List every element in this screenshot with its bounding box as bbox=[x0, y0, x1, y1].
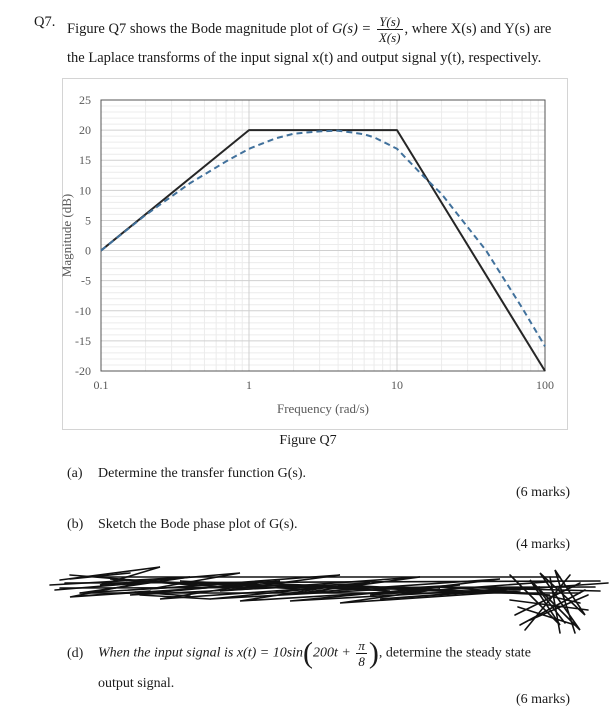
part-b-label: (b) bbox=[67, 517, 84, 532]
figure-frame bbox=[59, 78, 568, 430]
phase-denominator: 8 bbox=[358, 654, 365, 669]
y-tick-label: 5 bbox=[85, 213, 91, 228]
fraction-denominator: X(s) bbox=[378, 30, 401, 45]
x-axis-title: Frequency (rad/s) bbox=[276, 401, 370, 416]
phase-fraction bbox=[356, 638, 367, 669]
part-d-text-after: , determine the steady state bbox=[378, 645, 531, 661]
plot-area-border bbox=[101, 100, 545, 371]
part-d-line2: output signal. bbox=[98, 676, 175, 691]
x-tick-label: 1 bbox=[246, 378, 252, 392]
question-number: Q7. bbox=[34, 14, 56, 30]
x-tick-label: 10 bbox=[391, 378, 403, 392]
part-d-label: (d) bbox=[67, 646, 84, 661]
y-tick-label: -20 bbox=[75, 364, 91, 378]
y-tick-label: -10 bbox=[75, 303, 91, 318]
question-intro-line2: the Laplace transforms of the input signal x(t) and output signal y(t), respectively. bbox=[67, 50, 542, 66]
part-d-marks: (6 marks) bbox=[515, 692, 570, 707]
question-intro bbox=[67, 14, 551, 45]
y-tick-label: 10 bbox=[79, 183, 91, 198]
y-tick-label: -15 bbox=[75, 333, 91, 348]
y-tick-label: -5 bbox=[81, 273, 91, 288]
part-b-text: Sketch the Bode phase plot of G(s). bbox=[98, 517, 298, 532]
transfer-fraction bbox=[377, 14, 403, 45]
bode-magnitude-chart bbox=[59, 79, 569, 431]
intro-before: Figure Q7 shows the Bode magnitude plot of bbox=[67, 20, 333, 37]
part-d-text: When the input signal is x(t) = 10sin(200t + $\frac{\pi}{8}$ ), determine the steady state bbox=[98, 636, 531, 670]
y-tick-label: 25 bbox=[79, 93, 91, 107]
part-d-text-before: When the input signal is x(t) = 10sin bbox=[98, 645, 304, 661]
y-tick-label: 20 bbox=[79, 123, 91, 138]
x-tick-label: 100 bbox=[536, 378, 554, 392]
part-a-label: (a) bbox=[67, 466, 83, 481]
part-a-text: Determine the transfer function G(s). bbox=[98, 466, 306, 481]
g-of-s: G(s) = bbox=[332, 20, 372, 37]
phase-numerator: π bbox=[358, 638, 365, 653]
fraction-numerator: Y(s) bbox=[377, 14, 403, 30]
part-d-arg-before: 200t + bbox=[313, 645, 351, 661]
scribble-out-mark bbox=[40, 555, 612, 635]
intro-after: , where X(s) and Y(s) are bbox=[404, 20, 552, 37]
x-tick-label: 0.1 bbox=[93, 378, 109, 392]
part-b-marks: (4 marks) bbox=[515, 537, 570, 552]
part-a-marks: (6 marks) bbox=[515, 485, 570, 500]
y-tick-label: 15 bbox=[79, 153, 91, 168]
y-axis-title: Magnitude (dB) bbox=[59, 193, 74, 278]
figure-caption: Figure Q7 bbox=[279, 433, 337, 448]
y-tick-label: 0 bbox=[85, 243, 91, 258]
